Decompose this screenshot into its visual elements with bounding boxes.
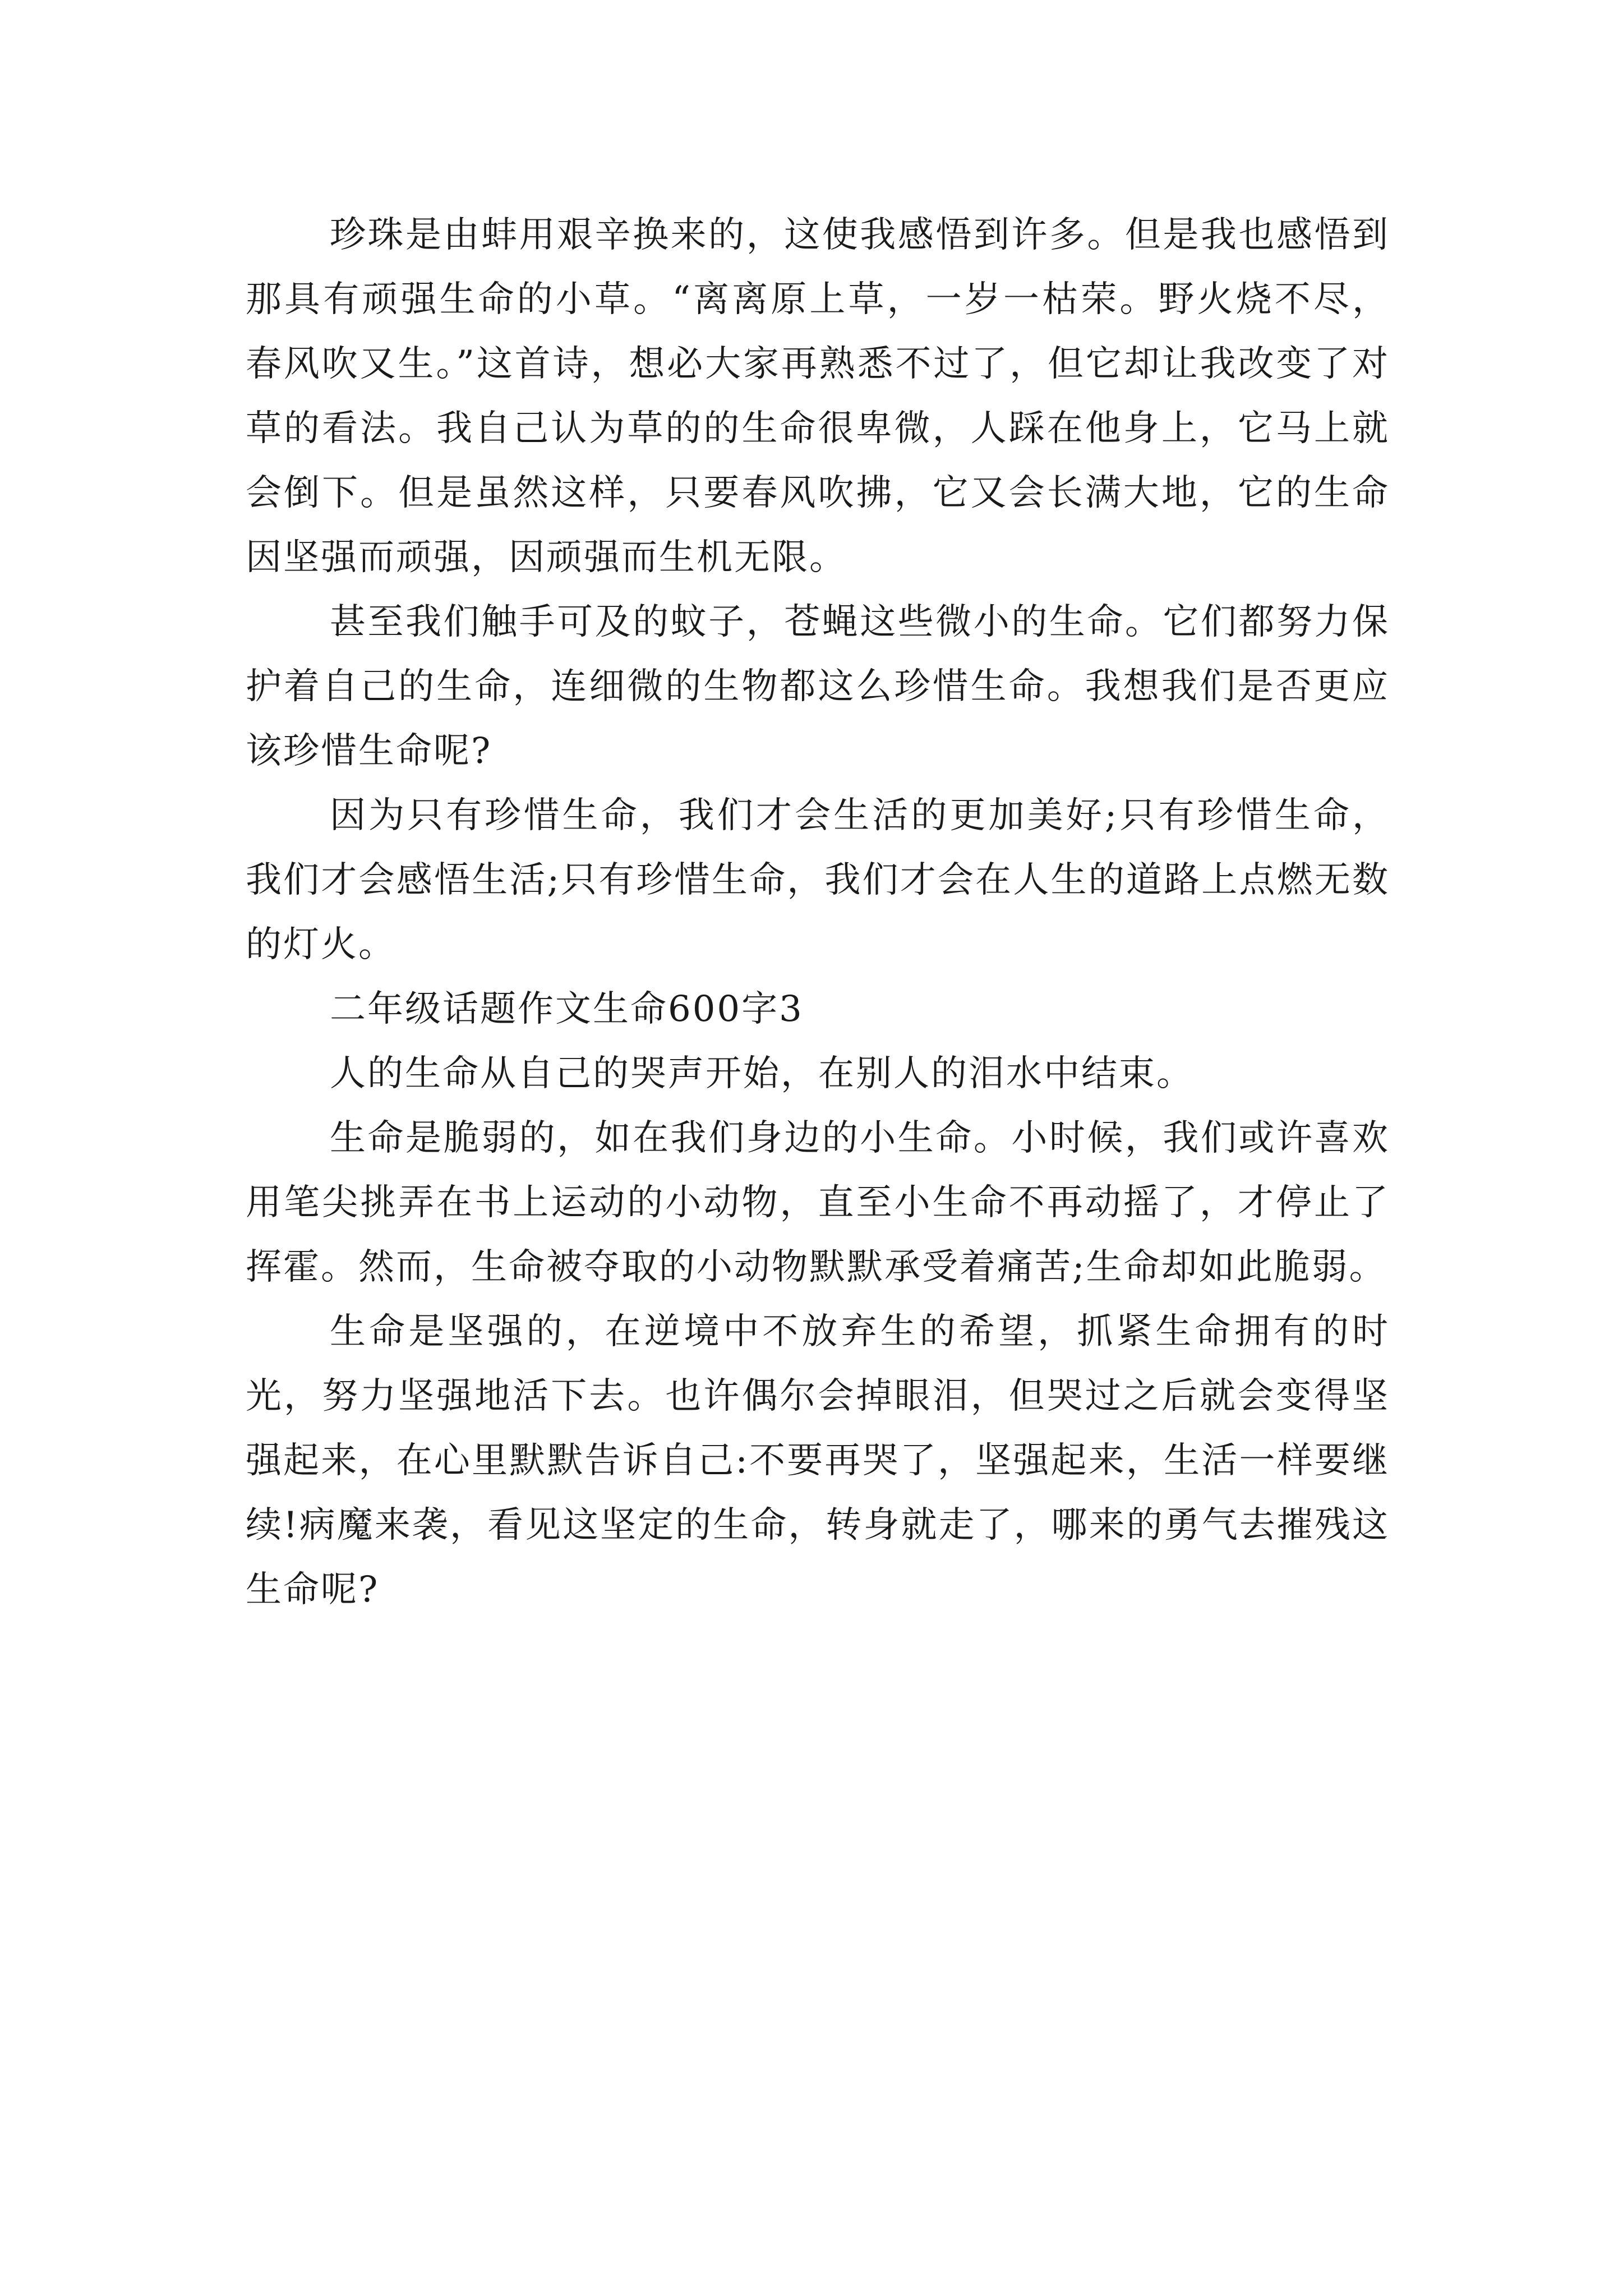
paragraph-life-strong: 生命是坚强的，在逆境中不放弃生的希望，抓紧生命拥有的时光，努力坚强地活下去。也许偶尔会掉眼泪，但哭过之后就会变得坚强起来，在心里默默告诉自己:不要再哭了，坚强起来，生活一样要继续!病魔来袭，看见这坚定的生命，转身就走了，哪来的勇气去摧残这生命呢? bbox=[246, 1311, 1390, 1611]
paragraph-life-begins: 人的生命从自己的哭声开始，在别人的泪水中结束。 bbox=[330, 1053, 1194, 1094]
paragraph-small-lives: 甚至我们触手可及的蚊子，苍蝇这些微小的生命。它们都努力保护着自己的生命，连细微的生物都这么珍惜生命。我想我们是否更应该珍惜生命呢? bbox=[246, 601, 1390, 772]
paragraph-cherish-life: 因为只有珍惜生命，我们才会生活的更加美好;只有珍惜生命，我们才会感悟生活;只有珍惜生命，我们才会在人生的道路上点燃无数的灯火。 bbox=[246, 795, 1390, 965]
paragraph-pearl-and-grass: 珍珠是由蚌用艰辛换来的，这使我感悟到许多。但是我也感悟到那具有顽强生命的小草。“离离原上草，一岁一枯荣。野火烧不尽，春风吹又生。”这首诗，想必大家再熟悉不过了，但它却让我改变了对草的看法。我自己认为草的的生命很卑微，人踩在他身上，它马上就会倒下。但是虽然这样，只要春风吹拂，它又会长满大地，它的生命因坚强而顽强，因顽强而生机无限。 bbox=[246, 214, 1390, 578]
essay-heading: 二年级话题作文生命600字3 bbox=[330, 988, 804, 1030]
paragraph-life-fragile: 生命是脆弱的，如在我们身边的小生命。小时候，我们或许喜欢用笔尖挑弄在书上运动的小动物，直至小生命不再动摇了，才停止了挥霍。然而，生命被夺取的小动物默默承受着痛苦;生命却如此脆弱。 bbox=[246, 1117, 1390, 1288]
document-body bbox=[246, 203, 1390, 1622]
